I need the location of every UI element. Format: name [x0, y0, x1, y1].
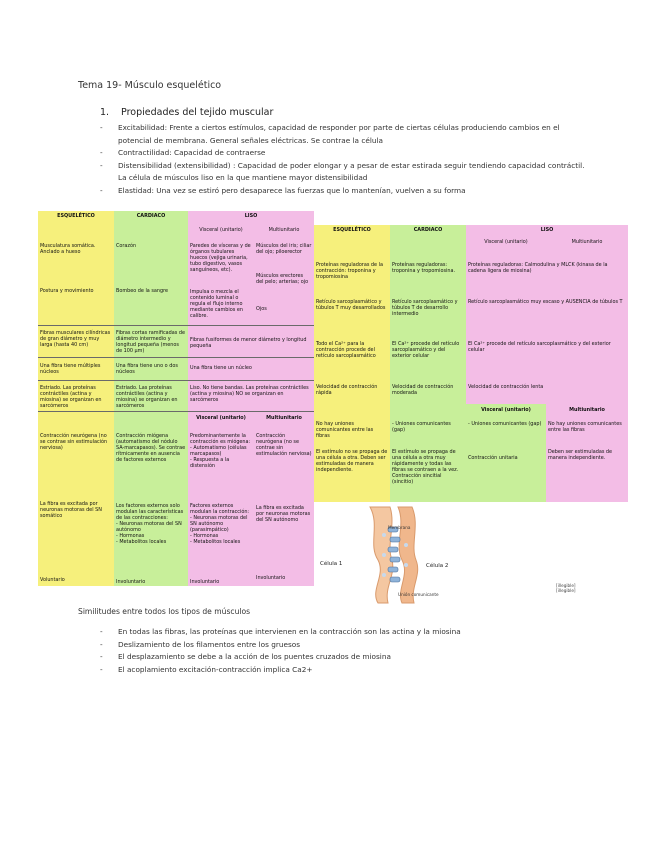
section-number: 1. [100, 107, 110, 118]
cell-car-propagacion: El estímulo se propaga de una célula a otra muy rápidamente y todas las fibras se contraen a la vez. Contracción sincitial (sincitio) [392, 449, 459, 485]
membrane-label: Membrana [388, 525, 411, 530]
cell-liso-estriado: Liso. No tiene bandas. Las proteínas contráctiles (actina y miosina) NO se organizan en sarcómeros [190, 385, 309, 403]
properties-list [100, 122, 590, 198]
cell-mul-localizacion: Músculos del iris; ciliar del ojo; piloerector [256, 243, 312, 255]
cell-mul-contraccion: Contracción neurógena (no se contrae sin estimulación nerviosa) [256, 433, 312, 457]
section-heading [100, 107, 273, 118]
list-item: - En todas las fibras, las proteínas que intervienen en la contracción son las actina y la miosina [100, 626, 590, 639]
cell-car-reguladoras: Proteínas reguladoras: troponina y tropomiosina. [392, 262, 456, 274]
cell-car-estriado: Estriado. Las proteínas contráctiles (actina y miosina) se organizan en sarcómeros [116, 385, 178, 409]
cell-car-uniones: - Uniones comunicantes (gap) [392, 421, 451, 433]
cell-esq-localizacion: Musculatura somática. Anclado a hueso [40, 243, 96, 255]
cell-mul-funcion: Músculos erectores del pelo; arterias; ojo [256, 273, 309, 285]
header-cardiaco: CARDIACO [114, 211, 188, 225]
cell-vis-excitacion: Factores externos modulan la contracción: - Neuronas motoras del SN autónomo (parasimpático) - Hormonas - Metabolitos locales [190, 503, 250, 545]
cell-esq-uniones: No hay uniones comunicantes entre las fibras [316, 421, 374, 439]
cell-vis-control: Involuntario [190, 579, 220, 585]
list-item: - El desplazamiento se debe a la acción de los puentes cruzados de miosina [100, 651, 590, 664]
cell-esq-velocidad: Velocidad de contracción rápida [316, 384, 378, 396]
cell-vis-contraccion: Predominantemente la contracción es miógena: - Automatismo (células marcapasos) - Respuesta a la distensión [190, 433, 251, 469]
figure-caption-line-1: [illegible] [556, 583, 576, 588]
cell-mul-propagacion: Deben ser estimuladas de manera independiente. [548, 449, 613, 461]
cell-mul-excitacion: La fibra es excitada por neuronas motoras del SN autónomo [256, 505, 311, 523]
section-heading-text: Propiedades del tejido muscular [121, 107, 274, 118]
cell-1-label: Célula 1 [320, 561, 343, 567]
list-item: - Elastidad: Una vez se estiró pero desaparece las fuerzas que lo mantenían, vuelven a su forma [100, 185, 590, 198]
cell-liso-velocidad: Velocidad de contracción lenta [468, 384, 544, 390]
header-esqueletico: ESQUELÉTICO [314, 225, 390, 237]
cell-car-calcio: El Ca²⁺ procede del retículo sarcoplasmático y del exterior celular [392, 341, 460, 359]
cell-mul-control: Involuntario [256, 575, 286, 581]
cell-esq-excitacion: La fibra es excitada por neuronas motoras del SN somático [40, 501, 102, 519]
cell-vis-propagacion: Contracción unitaria [468, 455, 518, 461]
cell-car-velocidad: Velocidad de contracción moderada [392, 384, 454, 396]
liso-sub-multiunitario-2: Multiunitario [569, 407, 605, 413]
cell-esq-reticulo: Retículo sarcoplasmático y túbulos T muy desarrollados [316, 299, 386, 311]
cell-esq-reguladoras: Proteínas reguladoras de la contracción: troponina y tropomiosina [316, 262, 383, 280]
header-cardiaco: CARDIACO [390, 225, 466, 237]
list-item: - Deslizamiento de los filamentos entre los gruesos [100, 639, 590, 652]
cell-esq-propagacion: El estímulo no se propaga de una célula a otra. Deben ser estimuladas de manera independiente. [316, 449, 388, 473]
cell-2-label: Célula 2 [426, 563, 449, 569]
gap-junction-diagram [320, 505, 460, 605]
cell-liso-nucleos: Una fibra tiene un núcleo [190, 365, 252, 371]
cell-car-contraccion: Contracción miógena (automatismo del nódulo SA-marcapasos). Se contrae rítmicamente en ausencia de factores externos [116, 433, 186, 463]
liso-sub-visceral: Visceral (unitario) [484, 239, 528, 245]
list-item: - Distensibilidad (extensibilidad) : Capacidad de poder elongar y a pesar de estar estirada seguir tendiendo capacidad contráctil. La célula de músculos liso en la que mantiene mayor distensibilidad [100, 160, 590, 185]
header-liso: LISO [188, 211, 314, 225]
cell-mul-funcion-2: Ojos [256, 306, 267, 312]
similarities-list [100, 626, 590, 676]
list-item: - Excitabilidad: Frente a ciertos estímulos, capacidad de responder por parte de ciertas células produciendo cambios en el potencial de membrana. General señales eléctricas. Se contrae la célula [100, 122, 590, 147]
cell-liso-reticulo: Retículo sarcoplasmático muy escaso y AUSENCIA de túbulos T [468, 299, 623, 305]
cell-esq-funcion: Postura y movimiento [40, 288, 94, 294]
cell-car-reticulo: Retículo sarcoplasmático y túbulos T de desarrollo intermedio [392, 299, 458, 317]
figure-caption-line-2: [illegible] [556, 588, 576, 593]
cell-car-forma: Fibras cortas ramificadas de diámetro intermedio y longitud pequeña (menos de 100 µm) [116, 330, 185, 354]
list-item: - Contractilidad: Capacidad de contraerse [100, 147, 590, 160]
cell-car-nucleos: Una fibra tiene uno o dos núcleos [116, 363, 178, 375]
liso-sub-visceral-2: Visceral (unitario) [481, 407, 531, 413]
liso-sub-visceral-2: Visceral (unitario) [196, 415, 246, 421]
cell-car-control: Involuntario [116, 579, 146, 585]
cell-esq-forma: Fibras musculares cilíndricas de gran diámetro y muy larga (hasta 40 cm) [40, 330, 111, 348]
similarities-title: Similitudes entre todos los tipos de músculos [78, 607, 251, 616]
figure-caption [556, 583, 628, 593]
cell-liso-forma: Fibras fusiformes de menor diámetro y longitud pequeña [190, 337, 307, 349]
cell-vis-uniones: - Uniones comunicantes (gap) [468, 421, 542, 427]
cell-esq-estriado: Estriado. Las proteínas contráctiles (actina y miosina) se organizan en sarcómeros [40, 385, 102, 409]
cell-liso-reguladoras: Proteínas reguladoras: Calmodulina y MLCK (kinasa de la cadena ligera de miosina) [468, 262, 608, 274]
cell-car-funcion: Bombeo de la sangre [116, 288, 169, 294]
cell-mul-uniones: No hay uniones comunicantes entre las fibras [548, 421, 622, 433]
header-esqueletico: ESQUELÉTICO [38, 211, 114, 225]
liso-sub-multiunitario: Multiunitario [571, 239, 603, 245]
liso-sub-multiunitario: Multiunitario [268, 227, 300, 233]
liso-sub-multiunitario-2: Multiunitario [266, 415, 302, 421]
cell-esq-control: Voluntario [40, 577, 65, 583]
list-item: - El acoplamiento excitación-contracción implica Ca2+ [100, 664, 590, 677]
document-title: Tema 19- Músculo esquelético [78, 80, 222, 91]
header-liso: LISO [466, 225, 628, 237]
gap-junction-illustration [340, 505, 460, 605]
cell-car-localizacion: Corazón [116, 243, 137, 249]
junction-label: Unión comunicante [398, 592, 439, 597]
cell-liso-calcio: El Ca²⁺ procede del retículo sarcoplasmático y del exterior celular [468, 341, 611, 353]
right-comparison-table [314, 225, 628, 505]
cell-car-excitacion: Los factores externos solo modulan las características de las contracciones: - Neuronas motoras del SN autónomo - Hormonas - Metabolitos locales [116, 503, 184, 545]
left-comparison-table [38, 211, 314, 586]
cell-esq-contraccion: Contracción neurógena (no se contrae sin estimulación nerviosa) [40, 433, 108, 451]
cell-esq-nucleos: Una fibra tiene múltiples núcleos [40, 363, 101, 375]
cell-esq-calcio: Todo el Ca²⁺ para la contracción procede del retículo sarcoplasmático [316, 341, 376, 359]
cell-vis-localizacion: Paredes de vísceras y de órganos tubulares huecos (vejiga urinaria, tubo digestivo, vasos sanguíneos, etc). [190, 243, 251, 273]
liso-sub-visceral: Visceral (unitario) [199, 227, 243, 233]
cell-vis-funcion: Impulsa o mezcla el contenido luminal o regula el flujo interno mediante cambios en calibre. [190, 289, 243, 319]
